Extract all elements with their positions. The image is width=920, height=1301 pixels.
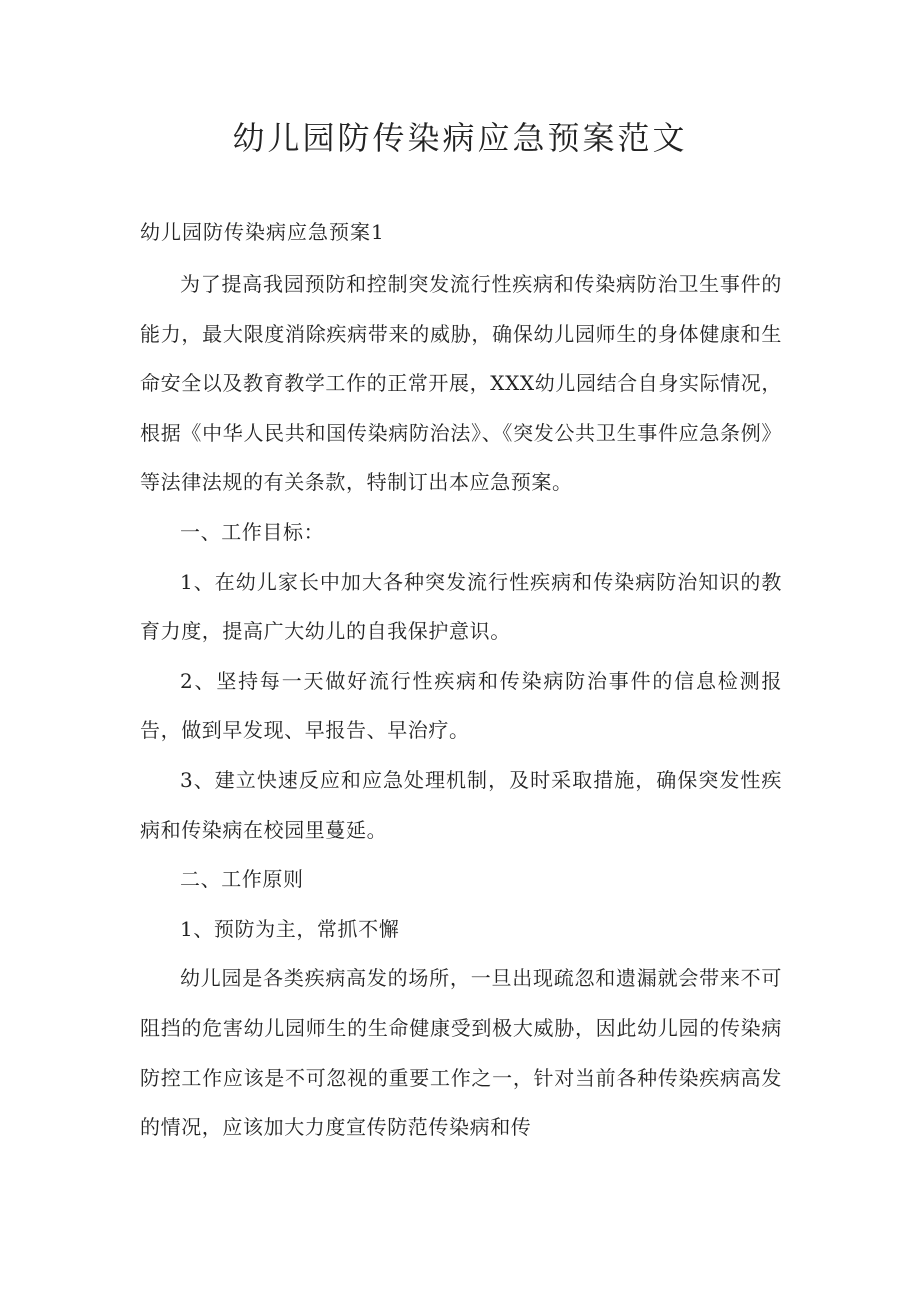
paragraph-intro: 为了提高我园预防和控制突发流行性疾病和传染病防治卫生事件的能力，最大限度消除疾病带来的威胁，确保幼儿园师生的身体健康和生命安全以及教育教学工作的正常开展，XXX幼儿园结合自身实际情况，根据《中华人民共和国传染病防治法》、《突发公共卫生事件应急条例》等法律法规的有关条款，特制订出本应急预案。: [140, 272, 782, 495]
document-title: 幼儿园防传染病应急预案范文: [232, 119, 688, 157]
document-body: [140, 260, 782, 1153]
paragraph-prevention-detail: 幼儿园是各类疾病高发的场所，一旦出现疏忽和遗漏就会带来不可阻挡的危害幼儿园师生的生命健康受到极大威胁，因此幼儿园的传染病防控工作应该是不可忽视的重要工作之一，针对当前各种传染疾病高发的情况，应该加大力度宣传防范传染病和传: [140, 966, 782, 1140]
heading-work-principles: 二、工作原则: [180, 867, 304, 892]
subheading-prevention-first: 1、预防为主，常抓不懈: [180, 916, 400, 941]
paragraph-goal-3: 3、建立快速反应和应急处理机制，及时采取措施，确保突发性疾病和传染病在校园里蔓延。: [140, 767, 782, 842]
heading-work-goals: 一、工作目标：: [180, 519, 325, 544]
paragraph-goal-2: 2、坚持每一天做好流行性疾病和传染病防治事件的信息检测报告，做到早发现、早报告、早治疗。: [140, 668, 782, 743]
paragraph-goal-1: 1、在幼儿家长中加大各种突发流行性疾病和传染病防治知识的教育力度，提高广大幼儿的自我保护意识。: [140, 569, 782, 644]
section-heading: 幼儿园防传染病应急预案1: [140, 220, 385, 244]
